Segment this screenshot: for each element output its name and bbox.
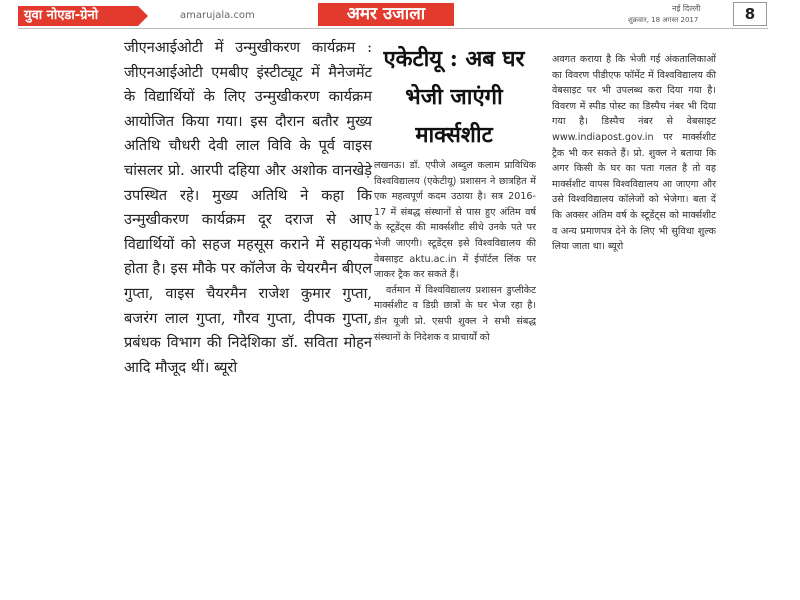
site-url: amarujala.com <box>180 10 255 21</box>
left-article-text: जीएनआईओटी में उन्मुखीकरण कार्यक्रम : जीएनआईओटी एमबीए इंस्टीट्यूट में मैनेजमेंट के विद्यार्थियों के लिए उन्मुखीकरण कार्यक्रम आयोजित किया गया। इस दौरान बतौर मुख्य अतिथि चौधरी देवी लाल विवि के पूर्व वाइस चांसलर प्रो. आरपी दहिया और अशोक वानखेड़े उपस्थित रहे। मुख्य अतिथि ने कहा कि उन्मुखीकरण कार्यक्रम दूर दराज से आए विद्यार्थियों को सहज महसूस कराने में सहायक होता है। इस मौके पर कॉलेज के चेयरमैन बीएल गुप्ता, वाइस चैयरमैन राजेश कुमार गुप्ता, बजरंग लाल गुप्ता, गौरव गुप्ता, दीपक गुप्ता, प्रबंधक विभाग की निदेशिका डॉ. सविता मोहन आदि मौजूद थीं। ब्यूरो <box>124 39 372 376</box>
edition-city: नई दिल्ली <box>672 4 701 13</box>
article-paragraph-2: वर्तमान में विश्वविद्यालय प्रशासन डुप्लीकेट मार्क्सशीट व डिग्री छात्रों के घर भेज रहा है। डीन यूजी प्रो. एसपी शुक्ल ने सभी संबद्ध संस्थानों के निदेशक व प्राचार्यों को <box>374 284 536 343</box>
article-body-column-1 <box>374 158 536 438</box>
article-paragraph-1: लखनऊ। डॉ. एपीजे अब्दुल कलाम प्राविधिक विश्वविद्यालय (एकेटीयू) प्रशासन ने छात्रहित में एक महत्वपूर्ण कदम उठाया है। सत्र 2016-17 में संबद्ध संस्थानों से पास हुए अंतिम वर्ष के स्टूडेंट्स की मार्क्सशीट सीधे उनके पते पर भेजी जाएगी। स्टूडेंट्स इसे विश्वविद्यालय की वेबसाइट aktu.ac.in में ईपॉर्टल लिंक पर जाकर ट्रैक कर सकते हैं। <box>374 160 536 281</box>
article-body-column-2: अवगत कराया है कि भेजी गई अंकतालिकाओं का विवरण पीडीएफ फॉर्मेट में विश्वविद्यालय की वेबसाइट पर भी उपलब्ध करा दिया गया है। विवरण में स्पीड पोस्ट का डिस्पैच नंबर भी दिया गया है। डिस्पैच नंबर से वेबसाइट www.indiapost.gov.in पर मार्क्सशीट ट्रैक भी कर सकते हैं। प्रो. शुक्ल ने बताया कि अगर किसी के घर का पता गलत है तो वह मार्क्सशीट वापस विश्वविद्यालय आ जाएगा और उसे विश्वविद्यालय कॉलेजों को भेजेगा। बता दें कि अक्सर अंतिम वर्ष के स्टूडेंट्स को मार्क्सशीट व अन्य प्रमाणपत्र देने के लिए भी सुविधा शुल्क लिया जाता था। ब्यूरो <box>552 54 716 253</box>
header-divider <box>18 28 768 29</box>
section-tag: युवा नोएडा-ग्रेनो <box>18 6 138 26</box>
article-headline: एकेटीयू : अब घर भेजी जाएंगी मार्क्सशीट <box>383 46 525 148</box>
page-number: 8 <box>733 2 767 26</box>
newspaper-logo: अमर उजाला <box>318 3 454 26</box>
edition-date: शुक्रवार, 18 अगस्त 2017 <box>628 16 699 24</box>
